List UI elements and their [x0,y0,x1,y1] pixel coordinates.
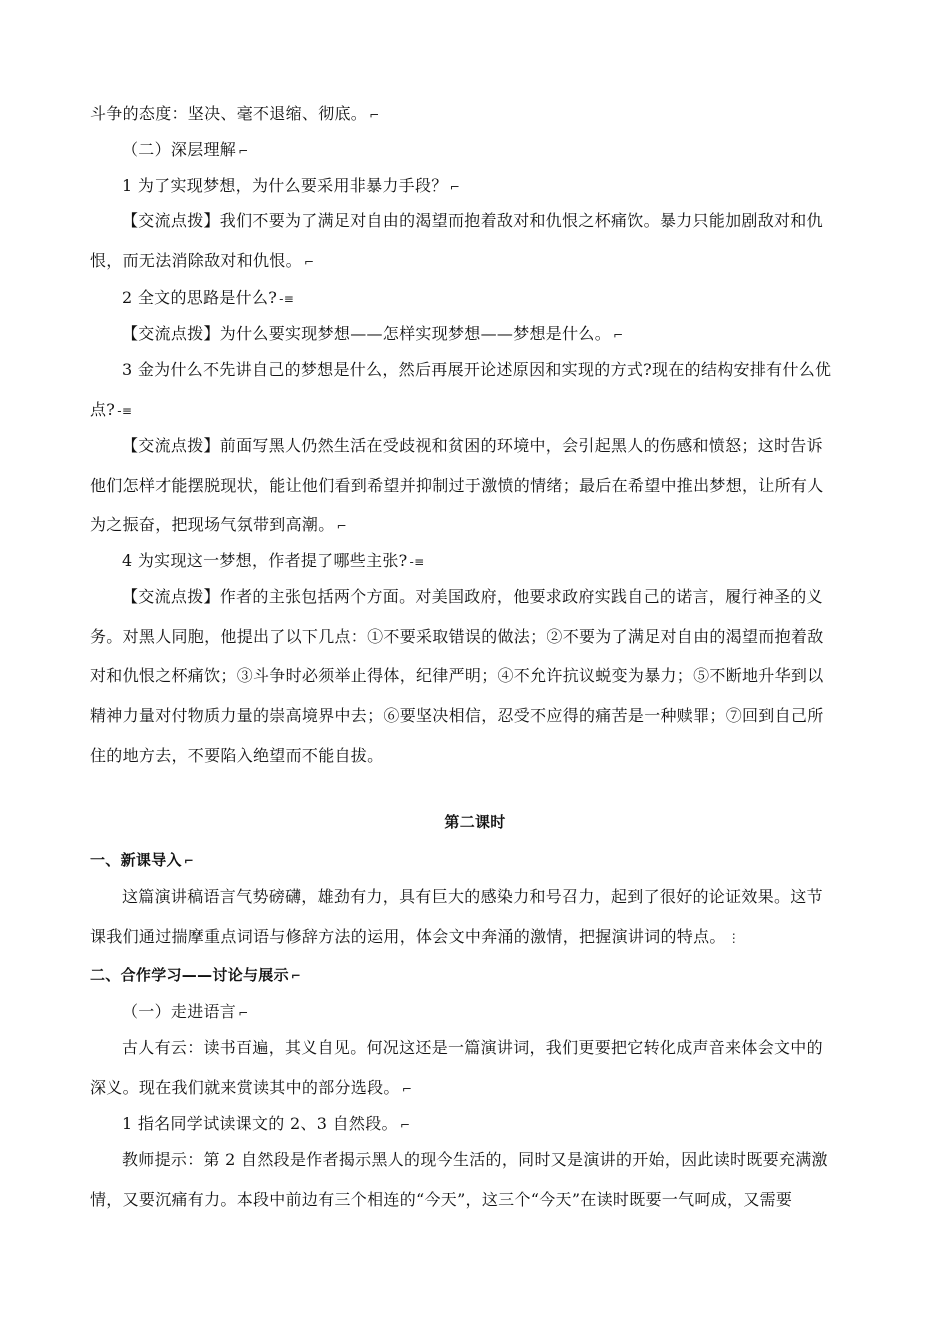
paragraph-mark-icon: ⌐ [303,255,315,269]
task-1: 1 指名同学试读课文的 2、3 自然段。 ⌐ [122,1114,411,1133]
answer-3-line-1: 【交流点拨】前面写黑人仍然生活在受歧视和贫困的环境中，会引起黑人的伤感和愤怒；这时告诉 [122,436,823,455]
paragraph-mark-icon: ⌐ [399,1118,411,1132]
intro-line-2: 课我们通过揣摩重点词语与修辞方法的运用，体会文中奔涌的激情，把握演讲词的特点。 ⋮ [90,927,741,946]
eq-mark-icon: -≡ [409,555,425,569]
question-3-line-1: 3 金为什么不先讲自己的梦想是什么，然后再展开论述原因和实现的方式?现在的结构安排有什么优 [122,360,832,379]
subsection-language: （一）走进语言 ⌐ [122,1002,249,1021]
dots-mark-icon: ⋮ [727,931,741,945]
answer-3-line-3: 为之振奋，把现场气氛带到高潮。 ⌐ [90,515,347,534]
question-3-line-2: 点? -≡ [90,400,133,419]
paragraph-mark-icon: ⌐ [336,519,347,533]
paragraph-mark-icon: ⌐ [613,328,624,342]
section-heading-cooperation: 二、合作学习——讨论与展示 ⌐ [90,966,302,984]
paragraph-mark-icon: ⌐ [290,969,302,983]
question-2: 2 全文的思路是什么? -≡ [122,288,295,307]
eq-mark-icon: -≡ [279,292,295,306]
question-4: 4 为实现这一梦想，作者提了哪些主张? -≡ [122,551,425,570]
answer-3-line-2: 他们怎样才能摆脱现状，能让他们看到希望并抑制过于激愤的情绪；最后在希望中推出梦想，让所有人 [90,476,824,495]
section-title-deep-understanding: （二）深层理解 ⌐ [122,140,249,159]
eq-mark-icon: -≡ [117,404,133,418]
answer-4-line-1: 【交流点拨】作者的主张包括两个方面。对美国政府，他要求政府实践自己的诺言，履行神圣的义 [122,587,823,606]
section-heading-intro: 一、新课导入 ⌐ [90,851,195,869]
paragraph-line: 斗争的态度：坚决、毫不退缩、彻底。 ⌐ [90,104,380,123]
intro-line-1: 这篇演讲稿语言气势磅礴，雄劲有力，具有巨大的感染力和号召力，起到了很好的论证效果。这节 [122,887,823,906]
answer-4-line-4: 精神力量对付物质力量的崇高境界中去；⑥要坚决相信，忍受不应得的痛苦是一种赎罪；⑦回到自己所 [90,706,824,725]
teacher-tip-line-2: 情，又要沉痛有力。本段中前边有三个相连的“今天”，这三个“今天”在读时既要一气呵成，又需要 [90,1190,793,1209]
paragraph-mark-icon: ⌐ [238,1006,249,1020]
answer-1-line-1: 【交流点拨】我们不要为了满足对自由的渴望而抱着敌对和仇恨之杯痛饮。暴力只能加剧敌对和仇 [122,211,823,230]
reading-line-1: 古人有云：读书百遍，其义自见。何况这还是一篇演讲词，我们更要把它转化成声音来体会文中的 [122,1038,823,1057]
paragraph-mark-icon: ⌐ [401,1082,413,1096]
lesson-title: 第二课时 [444,813,506,831]
question-1: 1 为了实现梦想，为什么要采用非暴力手段？ ⌐ [122,176,460,195]
answer-4-line-5: 住的地方去，不要陷入绝望而不能自拔。 [90,746,384,765]
paragraph-mark-icon: ⌐ [183,854,195,868]
answer-4-line-2: 务。对黑人同胞，他提出了以下几点：①不要采取错误的做法；②不要为了满足对自由的渴望而抱着敌 [90,627,824,646]
answer-4-line-3: 对和仇恨之杯痛饮；③斗争时必须举止得体，纪律严明；④不允许抗议蜕变为暴力；⑤不断地升华到以 [90,666,824,685]
teacher-tip-line-1: 教师提示：第 2 自然段是作者揭示黑人的现今生活的，同时又是演讲的开始，因此读时既要充满激 [122,1150,828,1169]
reading-line-2: 深义。现在我们就来赏读其中的部分选段。 ⌐ [90,1078,413,1097]
paragraph-mark-icon: ⌐ [238,144,249,158]
paragraph-mark-icon: ⌐ [369,108,380,122]
paragraph-mark-icon: ⌐ [449,180,460,194]
answer-1-line-2: 恨，而无法消除敌对和仇恨。 ⌐ [90,251,315,270]
answer-2: 【交流点拨】为什么要实现梦想——怎样实现梦想——梦想是什么。 ⌐ [122,324,624,343]
